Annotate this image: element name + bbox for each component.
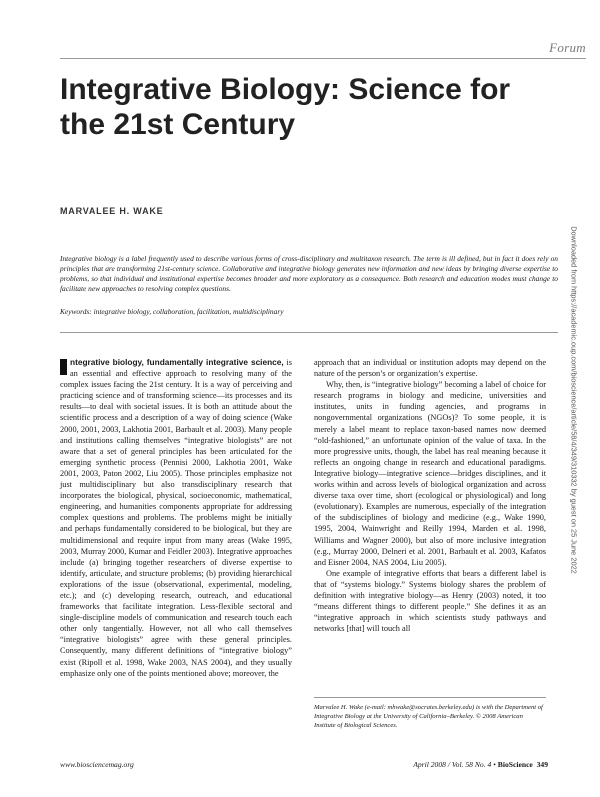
article-title: Integrative Biology: Science for the 21st Century <box>60 73 511 141</box>
lead-in: ntegrative biology, fundamentally integrative science, <box>70 357 284 367</box>
body-paragraph: approach that an individual or institution adopts may depend on the nature of the person’s or organization’s expertise. <box>314 358 546 379</box>
article-author: MARVALEE H. WAKE <box>60 206 164 216</box>
body-paragraph: Why, then, is “integrative biology” becoming a label of choice for research programs in biology and medicine, universities and institutes, units in funding agencies, and programs in nongovernmental organizations (NGOs)? To some people, it is merely a label meant to replace taxon-based names now deemed “old-fashioned,” an unfortunate opinion of the value of taxa. In the more progressive units, though, the label has real meaning because it reflects an ongoing change in research and educational paradigms. Integrative biology—integrative science—bridges disciplines, and it works within and across levels of biological organization and across diverse taxa over time, short (ecological or physiological) and long (evolutionary). Examples are numerous, especially of the integration of the subdisciplines of biology and medicine (e.g., Wake 1990, 1995, 2004, Wainwright and Reilly 1994, Marden et al. 1998, Williams and Wagner 2000), but also of more inclusive integration (e.g., Murray 2000, Delneri et al. 2001, Barbault et al. 2003, Kafatos and Eisner 2004, NAS 2004, Liu 2005). <box>314 380 546 567</box>
footer-bullet: • <box>493 760 496 769</box>
section-label: Forum <box>549 40 586 55</box>
footer-issue: April 2008 / Vol. 58 No. 4 <box>413 760 492 769</box>
paragraph-text: is an essential and effective approach to resolving many of the complex issues facing the 21st century. It is a way of perceiving and practicing science and of transforming science—its processes and its results—to deal with societal issues. It is both an attitude about the scientific process and a description of a way of doing science (Wake 2000, 2001, 2003, Lakhotia 2001, Barbault et al. 2003). Many people and institutions calling themselves “integrative biologists” are not aware that a set of general principles has been articulated for the emerging synthetic process (Pennisi 2000, Lakhotia 2001, Wake 2001, 2003, Paton 2002, Liu 2005). Those principles emphasize not just multidisciplinary but also transdisciplinary research that incorporates the biological, physical, socioeconomic, mathematical, engineering, and humanities components appropriate for addressing complex questions and problems. The problems might be initially and perhaps fundamentally considered to be biological, but they are multidimensional and require input from many areas (Wake 1995, 2003, Murray 2000, Kumar and Feidler 2003). Integrative approaches include (a) bringing together researchers of diverse expertise to identify, articulate, and structure problems; (b) providing hierarchical explorations of the issue (observational, experimental, modeling, etc.); and (c) developing research, outreach, and educational frameworks that facilitate integration. Less-flexible sectoral and single-discipline models of communication and research touch each other only tangentially. However, not all who call themselves “integrative biologists” agree with these general principles. Consequently, many different definitions of “integrative biology” exist (Ripoll et al. 1998, Wake 2003, NAS 2004), and they usually emphasize only one of the points mentioned above; moreover, the <box>60 358 293 678</box>
page-number: 349 <box>536 760 548 769</box>
abstract-rule <box>60 332 558 333</box>
body-column-left <box>60 357 292 679</box>
body-paragraph: One example of integrative efforts that bears a different label is that of “systems biology.” Systems biology shares the problem of definition with integrative biology—as Henry (2003) noted, it too “means different things to different people.” She defines it as an “integrative approach in which scientists study pathways and networks [that] will touch all <box>314 568 546 634</box>
body-paragraph <box>60 357 292 679</box>
footer-website: www.biosciencemag.org <box>60 760 134 769</box>
author-note: Marvalee H. Wake (e-mail: mhwake@socrates.berkeley.edu) is with the Department of Integrative Biology at the University of California–Berkeley. © 2008 American Institute of Biological Sciences. <box>314 704 543 730</box>
footer-citation <box>413 760 548 769</box>
download-watermark: Downloaded from https://academic.oup.com/bioscience/article/58/4/349/310332 by guest on 25 June 2022 <box>569 226 579 574</box>
keywords: Keywords: integrative biology, collaboration, facilitation, multidisciplinary <box>60 307 284 316</box>
body-column-right <box>314 357 546 634</box>
abstract: Integrative biology is a label frequently used to describe various forms of cross-disciplinary and multitaxon research. The term is ill defined, but in fact it does rely on principles that are transforming 21st-century science. Collaborative and integrative biology generates new information and new ideas by bringing diverse expertise to problems, so that individual and institutional expertise becomes broader and more exploratory as a consequence. Both research and education modes must change to facilitate new approaches to resolving complex questions. <box>60 254 558 293</box>
header-rule <box>60 58 586 59</box>
author-note-rule <box>314 697 546 698</box>
drop-cap-i <box>60 359 67 375</box>
footer-journal: BioScience <box>497 760 533 769</box>
